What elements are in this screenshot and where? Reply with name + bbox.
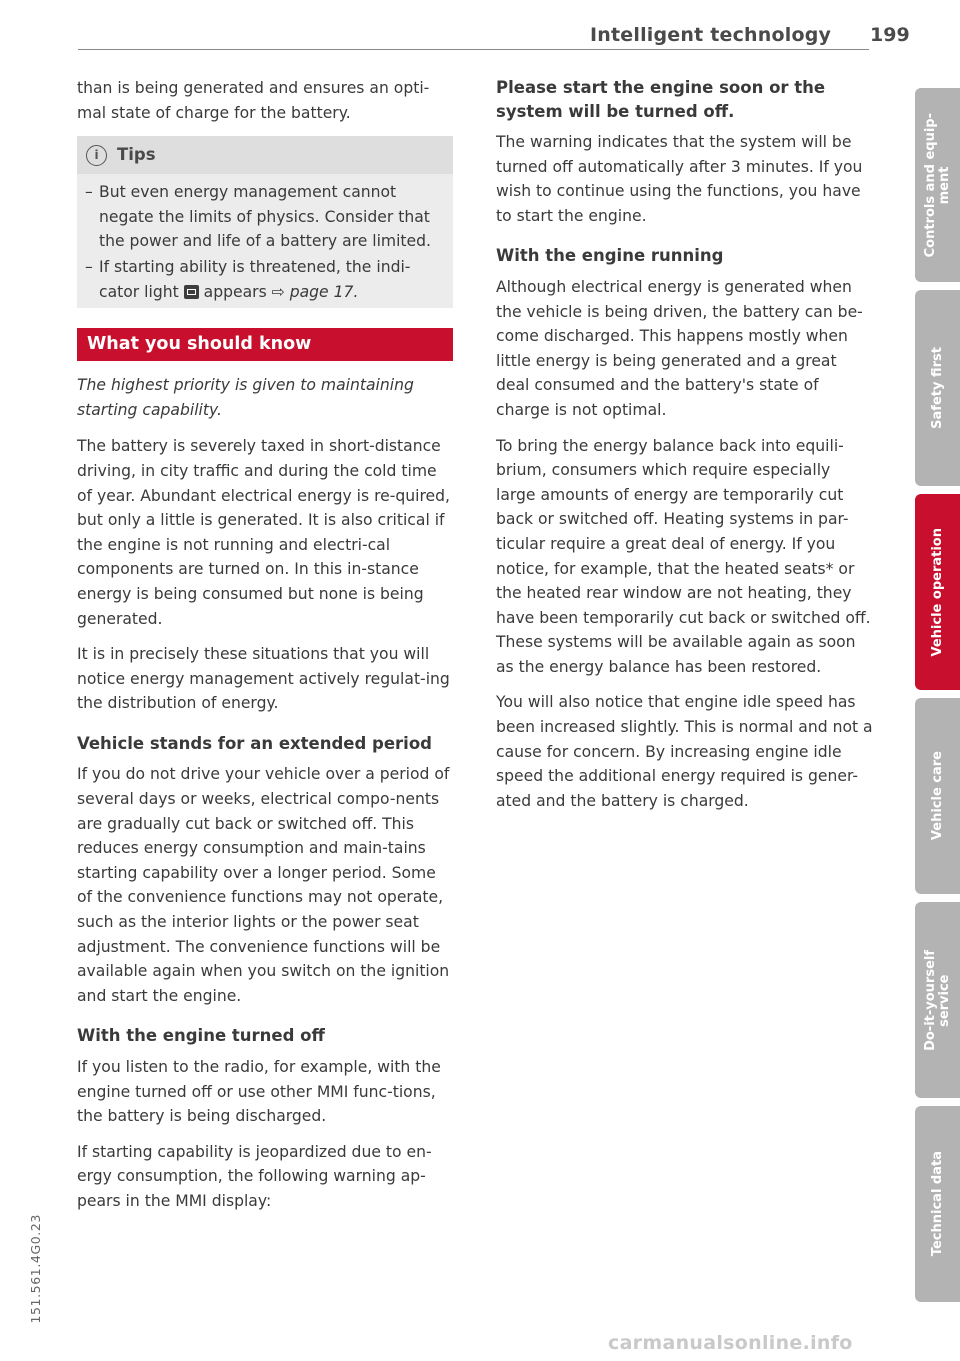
subheading-warning-message: Please start the engine soon or the system will be turned off. — [496, 78, 826, 121]
body-paragraph: If starting capability is jeopardized due to en-ergy consumption, the following warning ap-pears in the MMI display: — [77, 1142, 432, 1210]
battery-indicator-icon — [184, 285, 199, 299]
section-lead: The highest priority is given to maintaining starting capability. — [77, 376, 414, 419]
tips-item: – But even energy management cannot negate the limits of physics. Consider that the power and life of a battery are limited. — [85, 180, 441, 254]
section-heading-bar: What you should know — [77, 328, 453, 361]
page-number: 199 — [870, 24, 910, 46]
body-paragraph: If you listen to the radio, for example, with the engine turned off or use other MMI func-tions, the battery is being discharged. — [77, 1058, 441, 1126]
body-paragraph: To bring the energy balance back into equili-brium, consumers which require especially large amounts of energy are temporarily cut back or switched off. Heating systems in par-ticular require a great deal of energy. If you notice, for example, that the heated seats* or the heated rear window are not heating, they have been temporarily cut back or switched off. These systems will be available again as soon as the energy balance has been restored. — [496, 436, 871, 676]
right-column — [496, 76, 874, 824]
side-tab-vehicle-operation[interactable]: Vehicle operation — [915, 494, 960, 690]
body-paragraph: You will also notice that engine idle speed has been increased slightly. This is normal and not a cause for concern. By increasing engine idle speed the additional energy required is gener-ated and the battery is charged. — [496, 693, 873, 810]
side-tab-vehicle-care[interactable]: Vehicle care — [915, 698, 960, 894]
side-tab-technical-data[interactable]: Technical data — [915, 1106, 960, 1302]
side-tab-controls-and-equipment[interactable]: Controls and equip- ment — [915, 88, 960, 282]
tips-box — [77, 136, 453, 308]
left-column — [77, 76, 453, 1225]
page-reference-link[interactable]: ⇨ page 17. — [271, 282, 359, 301]
tips-item-text: But even energy management cannot negate the limits of physics. Consider that the power and life of a battery are limited. — [99, 183, 431, 251]
body-paragraph: The battery is severely taxed in short-distance driving, in city traffic and during the cold time of year. Abundant electrical energy is re-quired, but only a little is generated. It is also critical if the engine is not running and electri-cal components are turned on. In this in-stance energy is being consumed but none is being generated. — [77, 437, 450, 628]
info-circle-icon: i — [86, 145, 107, 166]
body-paragraph: It is in precisely these situations that you will notice energy management actively regulat-ing the distribution of energy. — [77, 645, 450, 713]
document-code: 151.561.4G0.23 — [28, 1214, 43, 1324]
body-paragraph: If you do not drive your vehicle over a period of several days or weeks, electrical compo-nents are gradually cut back or switched off. This reduces energy consumption and main-tains starting capability over a longer period. Some of the convenience functions may not operate, such as the interior lights or the power seat adjustment. The convenience functions will be available again when you switch on the ignition and start the engine. — [77, 765, 450, 1005]
subheading-engine-off: With the engine turned off — [77, 1026, 325, 1046]
watermark-text: carmanualsonline.info — [608, 1332, 853, 1354]
running-header-title: Intelligent technology — [590, 24, 832, 46]
subheading-engine-running: With the engine running — [496, 246, 724, 266]
header-divider — [78, 49, 869, 50]
body-paragraph: Although electrical energy is generated when the vehicle is being driven, the battery can be-come discharged. This happens mostly when little energy is being generated and a great deal consumed and the battery's state of charge is not optimal. — [496, 277, 863, 419]
subheading-vehicle-stands: Vehicle stands for an extended period — [77, 733, 432, 753]
side-tab-do-it-yourself-service[interactable]: Do-it-yourself service — [915, 902, 960, 1098]
body-paragraph: The warning indicates that the system will be turned off automatically after 3 minutes. If you wish to continue using the functions, you have to start the engine. — [496, 133, 863, 225]
tips-item-text: If starting ability is threatened, the indi-cator light appears ⇨ page 17. — [99, 257, 411, 301]
tips-body — [77, 174, 453, 308]
intro-paragraph: than is being generated and ensures an opti-mal state of charge for the battery. — [77, 79, 430, 122]
side-tab-safety-first[interactable]: Safety first — [915, 290, 960, 486]
tips-item: – If starting ability is threatened, the indi-cator light appears ⇨ page 17. — [85, 255, 441, 304]
tips-title: Tips — [117, 144, 156, 164]
tips-header — [77, 136, 453, 174]
